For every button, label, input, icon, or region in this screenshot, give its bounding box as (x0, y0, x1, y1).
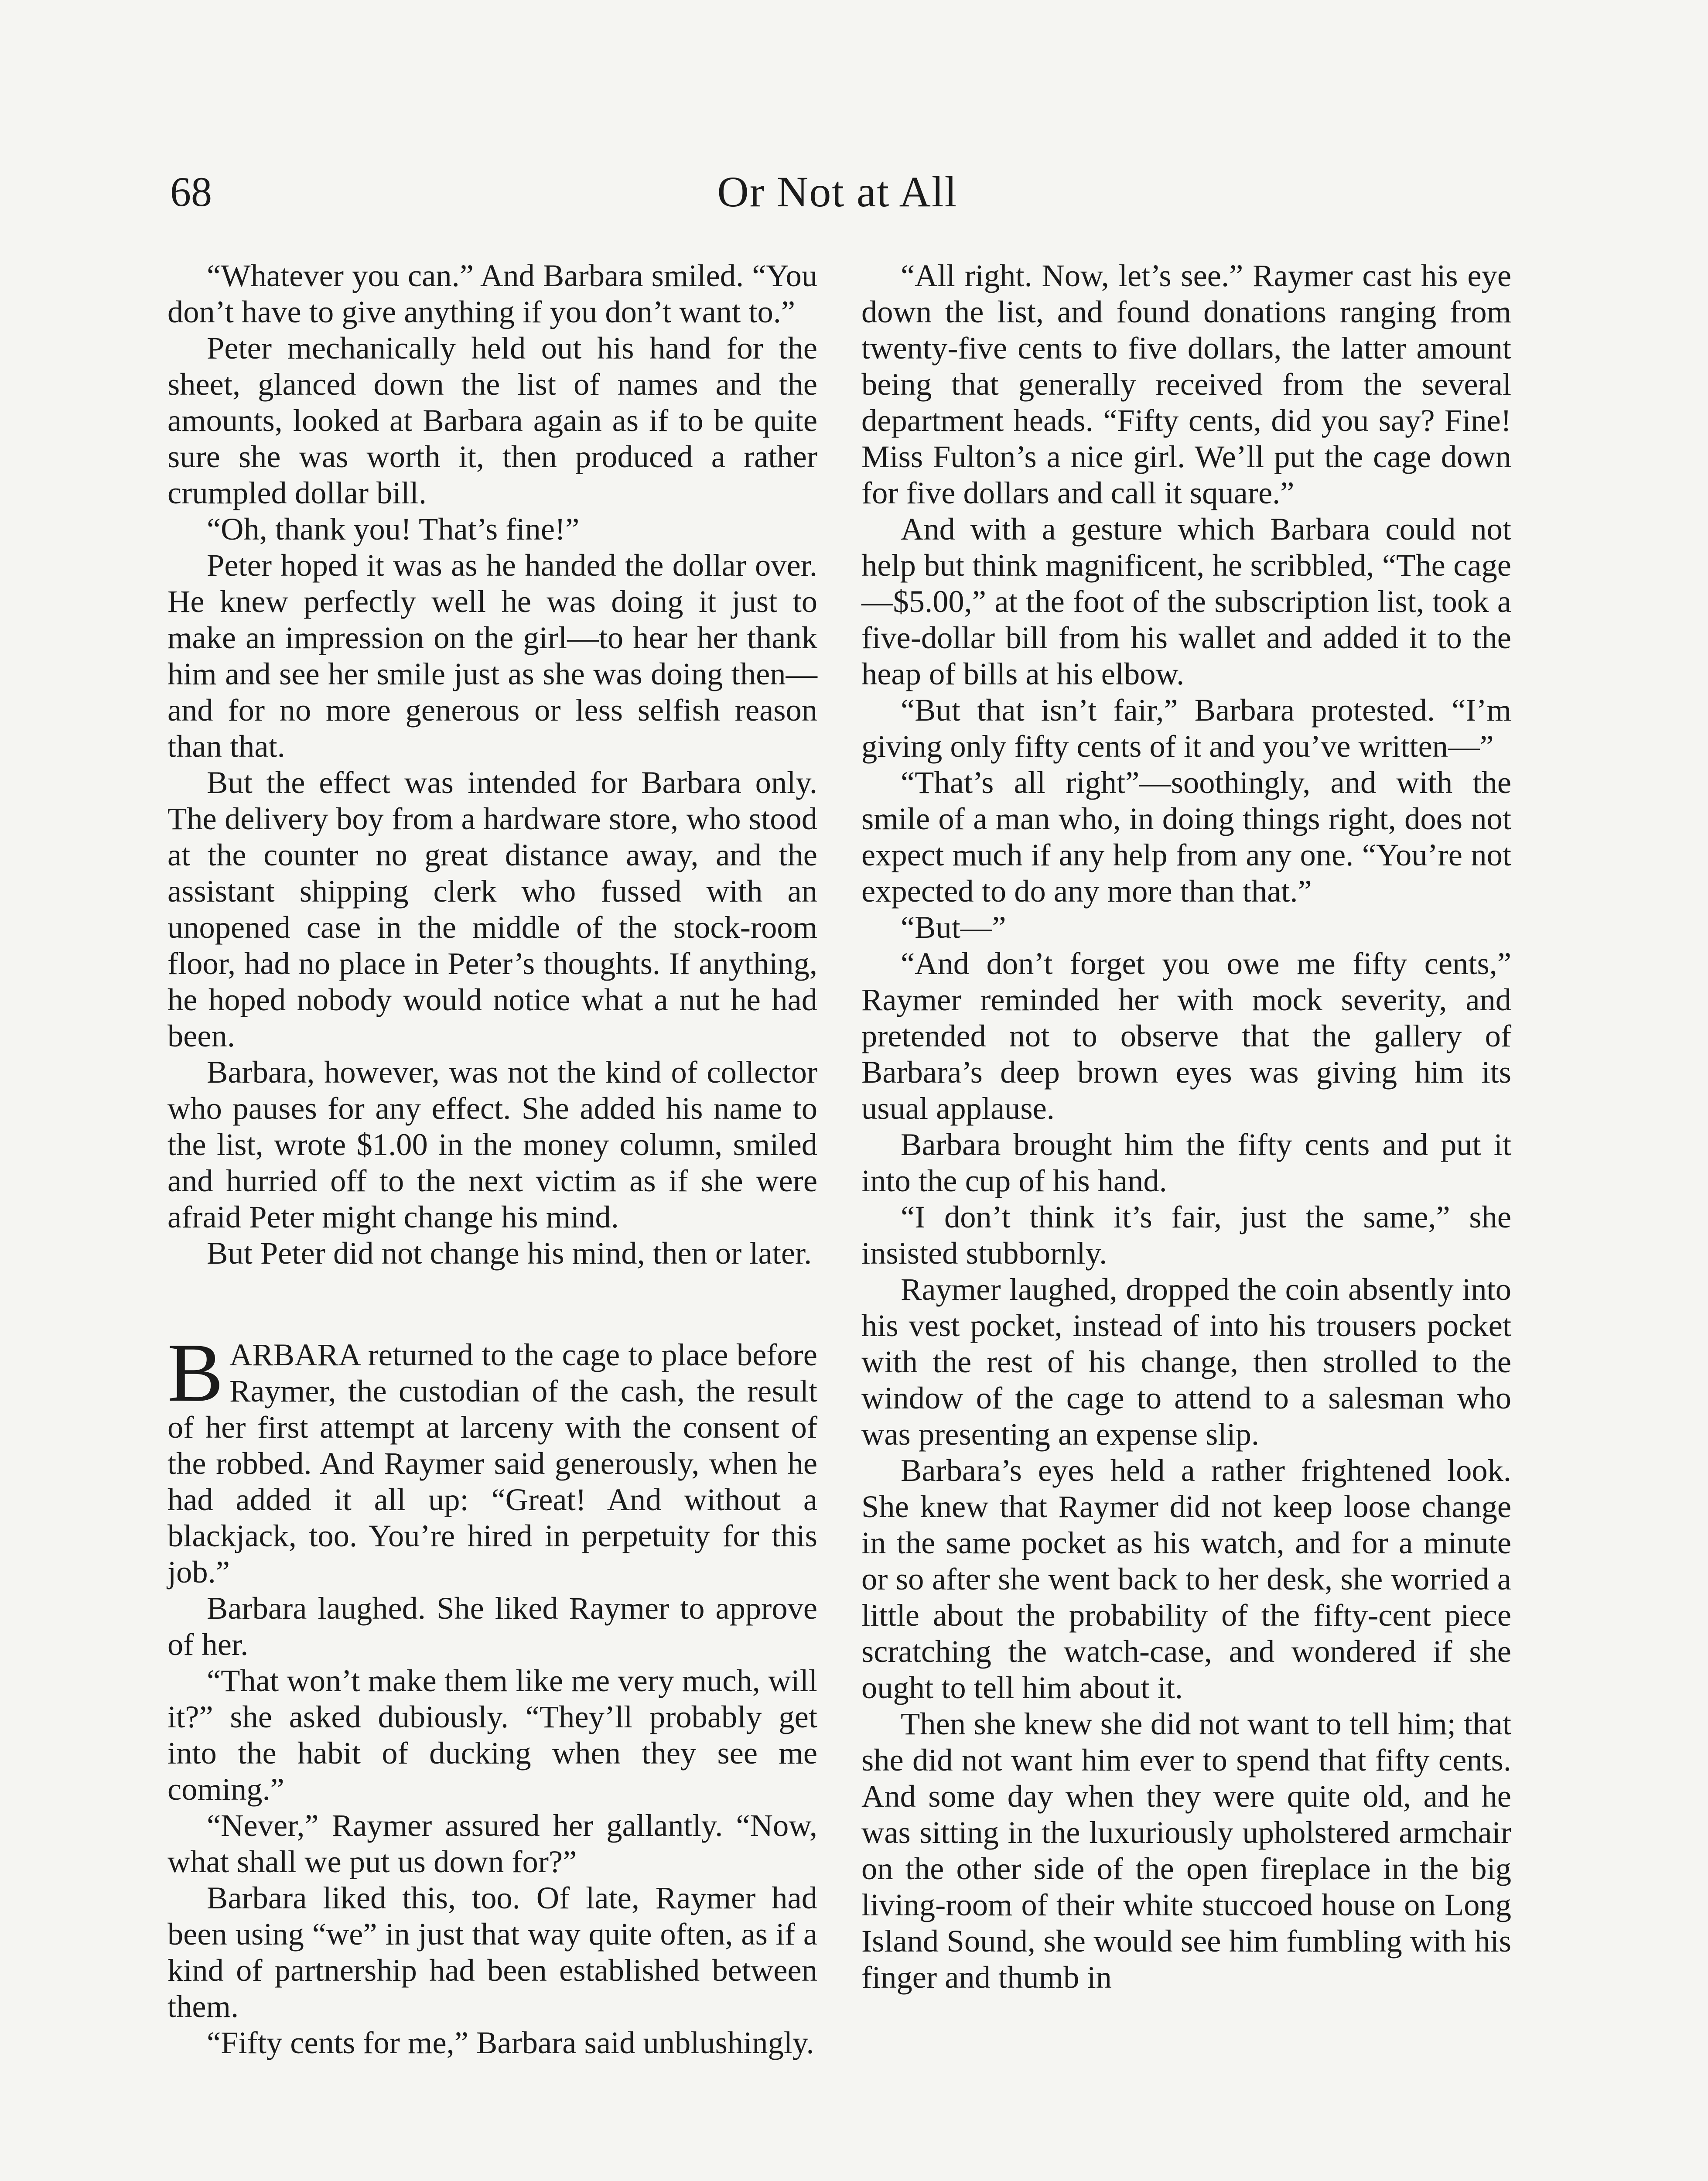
paragraph: Then she knew she did not want to tell him; that she did not want him ever to spend that fifty cents. And some day when they were quite old, and he was sitting in the luxuriously upholstered armchair on the other side of the open fireplace in the big living-room of their white stuccoed house on Long Island Sound, she would see him fumbling with his finger and thumb in (861, 1706, 1511, 1995)
paragraph: “Never,” Raymer assured her gallantly. “Now, what shall we put us down for?” (167, 1808, 817, 1879)
paragraph: But the effect was intended for Barbara only. The delivery boy from a hardware store, who stood at the counter no great distance away, and the assistant shipping clerk who fussed with an unopened case in the middle of the stock-room floor, had no place in Peter’s thoughts. If anything, he hoped nobody would notice what a nut he had been. (167, 765, 817, 1053)
paragraph: Raymer laughed, dropped the coin absently into his vest pocket, instead of into his trousers pocket with the rest of his change, then strolled to the window of the cage to attend to a salesman who was presenting an expense slip. (861, 1272, 1511, 1452)
paragraph: “I don’t think it’s fair, just the same,” she insisted stubbornly. (861, 1199, 1511, 1271)
paragraph: Peter hoped it was as he handed the dollar over. He knew perfectly well he was doing it just to make an impression on the girl—to hear her thank him and see her smile just as she was doing then—and for no more generous or less selfish reason than that. (167, 547, 817, 764)
paragraph: “All right. Now, let’s see.” Raymer cast his eye down the list, and found donations ranging from twenty-five cents to five dollars, the latter amount being that generally received from the several department heads. “Fifty cents, did you say? Fine! Miss Fulton’s a nice girl. We’ll put the cage down for five dollars and call it square.” (861, 258, 1511, 510)
page-header (0, 166, 1708, 236)
paragraph: “But—” (901, 909, 1006, 945)
paragraph: Barbara laughed. She liked Raymer to approve of her. (167, 1590, 817, 1662)
running-head: Or Not at All (717, 168, 958, 216)
paragraph: “Oh, thank you! That’s fine!” (207, 511, 580, 547)
section-opening-text: ARBARA returned to the cage to place before Raymer, the custodian of the cash, the result of her first attempt at larceny with the consent of the robbed. And Raymer said generously, when he had added it all up: “Great! And without a blackjack, too. You’re hired in perpetuity for this job.” (167, 1337, 817, 1590)
left-column (167, 257, 817, 2061)
paragraph: Barbara, however, was not the kind of collector who pauses for any effect. She added his name to the list, wrote $1.00 in the money column, smiled and hurried off to the next victim as if she were afraid Peter might change his mind. (167, 1054, 817, 1234)
paragraph: “That’s all right”—soothingly, and with the smile of a man who, in doing things right, does not expect much if any help from any one. “You’re not expected to do any more than that.” (861, 765, 1511, 909)
paragraph: “Fifty cents for me,” Barbara said unblushingly. (207, 2025, 814, 2060)
section-opening-paragraph (167, 1326, 817, 1590)
paragraph: Peter mechanically held out his hand for the sheet, glanced down the list of names and the amounts, looked at Barbara again as if to be quite sure she was worth it, then produced a rather crumpled dollar bill. (167, 330, 817, 510)
paragraph: And with a gesture which Barbara could not help but think magnificent, he scribbled, “The cage—$5.00,” at the foot of the subscription list, took a five-dollar bill from his wallet and added it to the heap of bills at his elbow. (861, 511, 1511, 691)
paragraph: “That won’t make them like me very much, will it?” she asked dubiously. “They’ll probably get into the habit of ducking when they see me coming.” (167, 1663, 817, 1807)
drop-cap: B (167, 1326, 224, 1419)
paragraph: “And don’t forget you owe me fifty cents,” Raymer reminded her with mock severity, and pretended not to observe that the gallery of Barbara’s deep brown eyes was giving him its usual applause. (861, 946, 1511, 1126)
paragraph: “But that isn’t fair,” Barbara protested. “I’m giving only fifty cents of it and you’ve written—” (861, 692, 1511, 764)
right-column (861, 257, 1511, 1995)
paragraph: Barbara’s eyes held a rather frightened look. She knew that Raymer did not keep loose change in the same pocket as his watch, and for a minute or so after she went back to her desk, she worried a little about the probability of the fifty-cent piece scratching the watch-case, and wondered if she ought to tell him about it. (861, 1453, 1511, 1705)
paragraph: “Whatever you can.” And Barbara smiled. “You don’t have to give anything if you don’t want to.” (167, 258, 817, 329)
paragraph: Barbara brought him the fifty cents and put it into the cup of his hand. (861, 1127, 1511, 1198)
paragraph: Barbara liked this, too. Of late, Raymer had been using “we” in just that way quite often, as if a kind of partnership had been established between them. (167, 1880, 817, 2024)
page-number: 68 (170, 168, 212, 215)
paragraph: But Peter did not change his mind, then or later. (207, 1235, 812, 1271)
